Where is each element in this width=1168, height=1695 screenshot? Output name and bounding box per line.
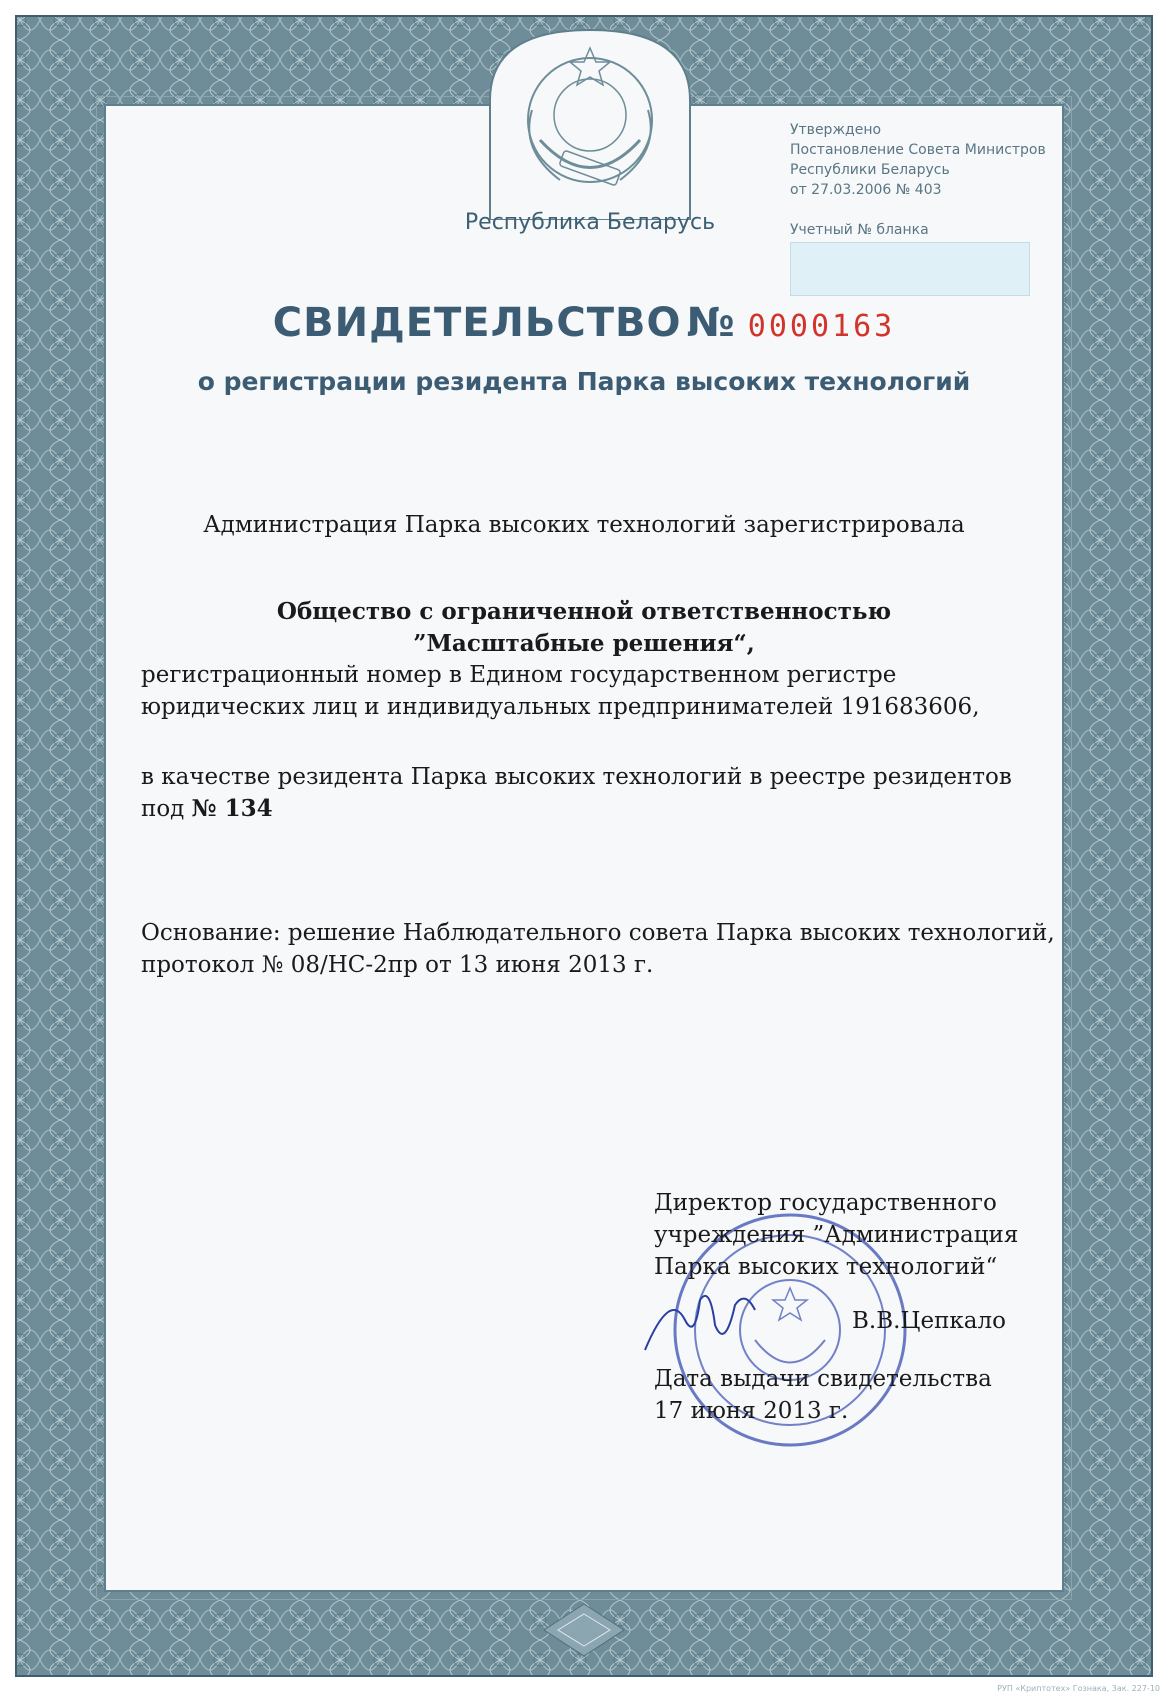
resident-prefix: под	[141, 796, 185, 822]
issue-date: 17 июня 2013 г.	[654, 1398, 849, 1424]
number-sign: №	[686, 300, 735, 346]
certificate-title	[0, 300, 1168, 346]
director-title-line: Директор государственного	[654, 1190, 997, 1216]
basis-line: протокол № 08/НС-2пр от 13 июня 2013 г.	[141, 952, 654, 978]
bottom-ornament-icon	[540, 1600, 628, 1660]
resident-line: в качестве резидента Парка высоких технологий в реестре резидентов	[141, 764, 1012, 790]
director-title-line: учреждения ”Администрация	[654, 1222, 1019, 1248]
basis-line: Основание: решение Наблюдательного совета Парка высоких технологий,	[141, 920, 1055, 946]
approval-line: Постановление Совета Министров	[790, 142, 1046, 158]
belarus-emblem-icon	[480, 20, 700, 220]
blank-number-label: Учетный № бланка	[790, 222, 929, 238]
printer-note: РУП «Криптотех» Гознака, 3ак. 227-10	[997, 1684, 1160, 1693]
country-name: Республика Беларусь	[464, 210, 716, 235]
approval-line: Утверждено	[790, 122, 882, 138]
registration-line: регистрационный номер в Едином государственном регистре	[141, 662, 897, 688]
resident-number-line	[141, 795, 273, 822]
certificate-subtitle: о регистрации резидента Парка высоких технологий	[197, 367, 971, 396]
approval-note	[790, 120, 1090, 200]
admin-registered-text: Администрация Парка высоких технологий зарегистрировала	[203, 512, 965, 538]
registration-line: юридических лиц и индивидуальных предпринимателей 191683606,	[141, 694, 980, 720]
resident-number: № 134	[191, 795, 273, 822]
handwritten-signature-icon	[640, 1280, 760, 1370]
blank-number-field	[790, 242, 1030, 296]
director-title-line: Парка высоких технологий“	[654, 1254, 998, 1280]
organization-type: Общество с ограниченной ответственностью	[276, 598, 892, 625]
issue-date-label: Дата выдачи свидетельства	[654, 1366, 992, 1392]
organization-name: ”Масштабные решения“,	[413, 630, 755, 657]
approval-line: от 27.03.2006 № 403	[790, 182, 942, 198]
certificate-number: 0000163	[747, 309, 896, 344]
signer-name: В.В.Цепкало	[852, 1308, 1006, 1334]
approval-line: Республики Беларусь	[790, 162, 950, 178]
title-word: СВИДЕТЕЛЬСТВО	[272, 300, 682, 346]
